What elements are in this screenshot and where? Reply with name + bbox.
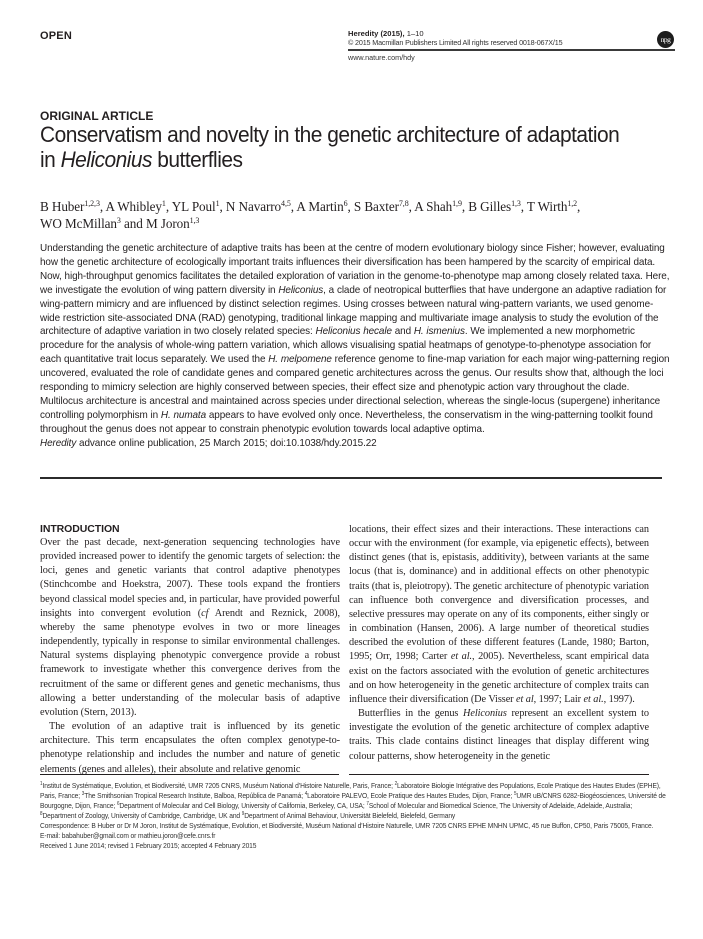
author-name: YL Poul bbox=[171, 199, 216, 214]
affiliation-number: 5 bbox=[513, 791, 517, 797]
paragraph-text: , 1997). bbox=[603, 693, 635, 705]
abstract-italic: H. numata bbox=[160, 409, 207, 421]
title-text-end: butterflies bbox=[152, 146, 243, 172]
paragraph-text: The evolution of an adaptive trait is influenced by its genetic architecture. This term encapsulates the often complex genotype-to-phenotype relationship and includes the number and nature of genetic elements (genes and alleles), their absolute and relative genomic bbox=[40, 721, 340, 775]
author-affiliation-marker: 1,9 bbox=[452, 199, 462, 208]
author-name: A Martin bbox=[296, 199, 344, 214]
abstract-text: and bbox=[391, 326, 414, 338]
open-access-label: OPEN bbox=[40, 30, 72, 42]
author-affiliation-marker: 3 bbox=[116, 216, 121, 225]
author-name: T Wirth bbox=[526, 199, 568, 214]
abstract-citation bbox=[40, 437, 672, 451]
affiliation-number: 3 bbox=[81, 791, 85, 797]
author-affiliation-marker: 1,3 bbox=[511, 199, 521, 208]
affiliation-text: Laboratoire PALEVO, Ecole Pratique des Hautes Etudes, Dijon, France; bbox=[307, 791, 514, 800]
journal-name: Heredity (2015), bbox=[348, 29, 405, 38]
italic-et-al: et al. bbox=[450, 651, 473, 663]
author-affiliation-marker: 1 bbox=[161, 199, 166, 208]
paragraph-text: locations, their effect sizes and their interactions. These interactions can occur with the environment (for example, via epigenetic effects), between distinct genes (that is, epistasis, additivity), between variants at the same locus (that is, dominance) and in additional effects on other phenotypic traits (that is, pleiotropy). The genetic architecture of phenotypic variation can influence both convergence and diversification processes, and selective pressures may operate on any of its components, either singly or in combination (Hansen, 2006). A large number of theoretical studies described the evolution of these different features (Lande, 1980; Barton, 1995; Orr, 1998; Carter bbox=[349, 524, 649, 663]
author-affiliation-marker: 1,2,3 bbox=[84, 199, 100, 208]
abstract-italic: H. ismenius bbox=[413, 326, 465, 338]
affiliation-text: Department of Zoology, University of Cambridge, Cambridge, UK and bbox=[42, 811, 242, 820]
citation-journal: Heredity bbox=[40, 437, 77, 449]
affiliation-text: The Smithsonian Tropical Research Institute, Balboa, República de Panamá; bbox=[84, 791, 305, 800]
abstract-italic: Heliconius bbox=[278, 284, 324, 296]
footnotes bbox=[40, 781, 666, 851]
author-name: N Navarro bbox=[225, 199, 282, 214]
abstract-italic: H. melpomene bbox=[268, 354, 332, 366]
author-name: M Joron bbox=[145, 216, 190, 231]
author-affiliation-marker: 6 bbox=[343, 199, 348, 208]
affiliation-text: UMR uB/CNRS 6282-Biogéosciences, Université de Bourgogne, Dijon, France; bbox=[40, 791, 666, 810]
abstract-italic: Heliconius hecale bbox=[315, 326, 392, 338]
affiliation-number: 4 bbox=[304, 791, 308, 797]
journal-citation bbox=[348, 29, 675, 38]
correspondence: Correspondence: B Huber or Dr M Joron, Institut de Systématique, Evolution, et Biodiversité, Muséum National d’Histoire Naturelle, UMR 7205 CNRS EPHE MNHN UPMC, 45 rue Buffon, CP50, Paris 75005, France. bbox=[40, 821, 654, 830]
affiliation-text: Department of Molecular and Cell Biology, University of California, Berkeley, CA, USA; bbox=[119, 801, 367, 810]
author-affiliation-marker: 1 bbox=[215, 199, 220, 208]
abstract-text: . We implemented a new morphometric procedure for the analysis of whole-wing pattern variation, which allows visualising spatial heatmaps of genotype-to-phenotype association for each quantitative trait locus separately. We used the bbox=[40, 326, 652, 366]
paragraph bbox=[40, 720, 340, 777]
affiliation-number: 1 bbox=[40, 781, 43, 787]
affiliation-text: School of Molecular and Biomedical Science, The University of Adelaide, Adelaide, Australia; bbox=[368, 801, 633, 810]
article-title bbox=[40, 123, 635, 172]
paragraph bbox=[349, 523, 649, 707]
body-column-right bbox=[349, 523, 649, 764]
journal-url-link[interactable]: www.nature.com/hdy bbox=[348, 53, 415, 62]
affiliation-number: 6 bbox=[116, 801, 120, 807]
journal-header bbox=[348, 29, 675, 62]
author-name: B Gilles bbox=[468, 199, 512, 214]
affiliations bbox=[40, 781, 666, 821]
affiliation-text: Laboratoire Biologie Intégrative des Populations, Ecole Pratique des Hautes Etudes (EPHE), Paris, France; bbox=[40, 781, 661, 800]
author-list: B Huber$^{1,2,3}$, A Whibley$^1$, YL Poul$^1$, N Navarro$^{4,5}$, A Martin$^6$, S Baxter$^{7,8}$, A Shah$^{1,9}$, B Gilles$^{1,3}$, T Wirth$^{1,2}$, WO McMillan$^3$ and M Joron$^{1,3}$ bbox=[40, 199, 581, 231]
author-name: B Huber bbox=[40, 199, 85, 214]
italic-et-al: et al. bbox=[583, 693, 604, 705]
author-affiliation-marker: 1,2 bbox=[567, 199, 578, 208]
affiliation-text: Institut de Systématique, Evolution, et Biodiversité, UMR 7205 CNRS, Muséum National d’Histoire Naturelle, Paris, France; bbox=[42, 781, 395, 790]
author-name: WO McMillan bbox=[40, 216, 117, 231]
paragraph-text: , 1997; Lair bbox=[533, 693, 584, 705]
footnote-divider-right bbox=[349, 774, 649, 775]
author-name: S Baxter bbox=[353, 199, 399, 214]
abstract-text: , a clade of neotropical butterflies that have undergone an adaptive radiation for wing-pattern mimicry and are influenced by distinct selection regimes. Using crosses between natural wing-pattern variants, we used genome-wide restriction site-associated DNA (RAD) genotyping, traditional linkage mapping and multivariate image analysis to study the evolution of the architecture of adaptive variation in two closely related species: bbox=[40, 284, 667, 338]
italic-et-al: et al bbox=[516, 693, 534, 705]
paragraph-text: represent an excellent system to investigate the evolution of the genetic architecture of complex adaptive traits. This clade contains distinct lineages that display different wing colour patterns, show heterogeneity in the genetic bbox=[349, 708, 649, 762]
title-italic-genus: Heliconius bbox=[60, 146, 153, 172]
footnote-divider-left bbox=[40, 774, 339, 775]
author-name: A Whibley bbox=[105, 199, 162, 214]
title-text: Conservatism and novelty in the genetic architecture of adaptation in bbox=[40, 122, 620, 172]
abstract-text: reference genome to fine-map variation for each major wing-patterning region uncovered, evaluated the role of candidate genes and compared genetic architectures across the genus. Our results show that, although the loci responding to mimicry selection are highly conserved between species, their effect size and phenotypic action vary throughout the clade. Multilocus architecture is ancestral and maintained across species under directional selection, whereas the single-locus (supergene) inheritance controlling polymorphism in bbox=[40, 354, 670, 421]
paragraph-text: , 2005). Nevertheless, scant empirical data exist on the factors associated with the evolution of genetic architectures and on how heterogeneity in the genetic architecture of complex traits can influence their diversification (De Visser bbox=[349, 651, 650, 705]
abstract-text: appears to have evolved only once. Nevertheless, the conservatism in the wing-patterning toolkit found throughout the genus does not appear to constrain phenotypic evolution towards local adaptive optima. bbox=[40, 409, 653, 435]
author-name: A Shah bbox=[414, 199, 453, 214]
paragraph-text: Arendt and Reznick, 2008), whereby the same phenotype evolves in two or more lineages independently, typically in response to similar environmental challenges. Natural systems displaying phenotypic convergence provide a robust framework to investigate whether this convergence derives from the recruitment of the same or different genes and genetic mechanisms, thus allowing a better understanding of the molecular basis of adaptive evolution (Stern, 2013). bbox=[40, 607, 341, 718]
affiliation-number: 2 bbox=[394, 781, 398, 787]
section-heading-introduction: INTRODUCTION bbox=[40, 523, 120, 535]
received-dates: Received 1 June 2014; revised 1 February 2015; accepted 4 February 2015 bbox=[40, 841, 257, 850]
author-affiliation-marker: 4,5 bbox=[281, 199, 291, 208]
affiliation-number: 9 bbox=[241, 811, 245, 817]
paragraph-text: Over the past decade, next-generation sequencing technologies have provided increased power to identify the genomic targets of selection: the loci, genes and genetic variants that control adaptive phenotypes (Stinchcombe and Hoekstra, 2007). These tools expand the frontiers beyond classical model species and, in particular, have provided powerful insights into convergent evolution ( bbox=[40, 537, 340, 619]
paragraph bbox=[40, 536, 340, 720]
body-column-left bbox=[40, 523, 340, 777]
npg-logo-icon: npg bbox=[657, 31, 674, 48]
italic-genus: Heliconius bbox=[462, 708, 507, 720]
author-affiliation-marker: 7,8 bbox=[398, 199, 409, 208]
affiliation-number: 7 bbox=[366, 801, 369, 807]
copyright-line: © 2015 Macmillan Publishers Limited All rights reserved 0018-067X/15 bbox=[348, 38, 563, 47]
paragraph bbox=[349, 707, 649, 764]
journal-pages: 1–10 bbox=[406, 29, 424, 38]
email-line[interactable]: E-mail: babahuber@gmail.com or mathieu.joron@cefe.cnrs.fr bbox=[40, 831, 216, 840]
abstract-divider bbox=[40, 477, 662, 479]
affiliation-number: 8 bbox=[40, 811, 43, 817]
paragraph-text: Butterflies in the genus bbox=[358, 708, 463, 720]
header-rule bbox=[348, 49, 675, 51]
citation-doi[interactable]: advance online publication, 25 March 2015; doi:10.1038/hdy.2015.22 bbox=[76, 437, 377, 449]
article-type-label: ORIGINAL ARTICLE bbox=[40, 109, 154, 123]
abstract-text: Understanding the genetic architecture of adaptive traits has been at the centre of modern evolutionary biology since Fisher; however, evaluating how the genetic architecture of ecologically important traits influences their diversification has been hampered by the scarcity of empirical data. Now, high-throughput genomics facilitates the detailed exploration of variation in the genome-to-phenotype map among closely related taxa. Here, we investigate the evolution of wing pattern diversity in bbox=[40, 243, 670, 296]
affiliation-text: Department of Animal Behaviour, Universität Bielefeld, Bielefeld, Germany bbox=[244, 811, 456, 820]
author-affiliation-marker: 1,3 bbox=[189, 216, 200, 225]
abstract bbox=[40, 242, 672, 451]
italic-cf: cf bbox=[201, 607, 209, 619]
